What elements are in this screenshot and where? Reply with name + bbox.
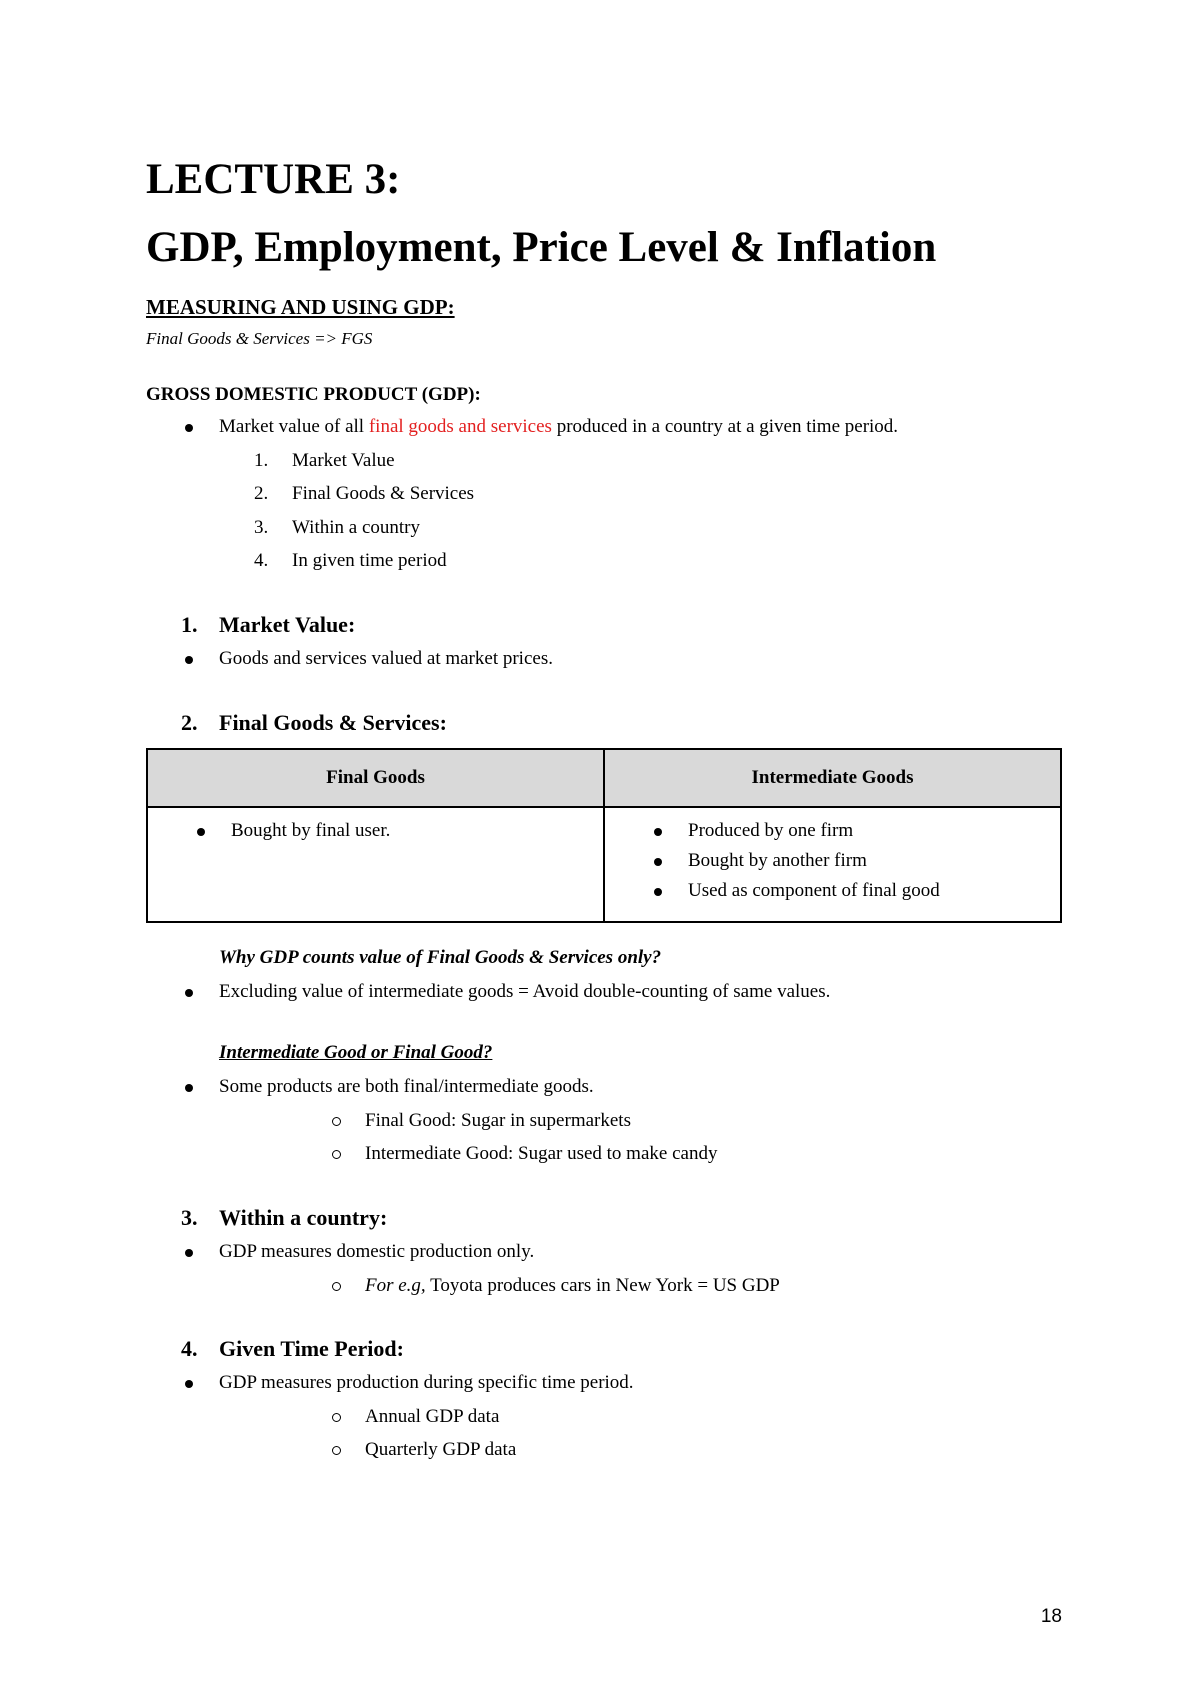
list-number: 1.	[254, 449, 269, 471]
list-item: Excluding value of intermediate goods = Avoid double-counting of same values.	[146, 975, 1061, 1009]
list-item: Goods and services valued at market prices.	[146, 642, 1061, 676]
heading-number: 1.	[181, 611, 198, 637]
list-item	[146, 544, 1061, 578]
heading-text: Within a country:	[219, 1204, 388, 1230]
gdp-heading: GROSS DOMESTIC PRODUCT (GDP):	[146, 384, 481, 405]
definition-text-start: Market value of all	[219, 416, 369, 437]
which-question: Intermediate Good or Final Good?	[219, 1042, 493, 1064]
section-title: MEASURING AND USING GDP:	[146, 295, 455, 319]
page-content	[146, 146, 1061, 1467]
why-list	[146, 975, 1061, 1009]
list-text: In given time period	[292, 550, 447, 572]
table-row	[147, 807, 1061, 922]
heading-text: Given Time Period:	[219, 1336, 404, 1362]
sub-list-item: Intermediate Good: Sugar used to make candy	[146, 1137, 1061, 1171]
header-intermediate-goods: Intermediate Goods	[604, 749, 1061, 807]
sub-list-item: Quarterly GDP data	[146, 1433, 1061, 1467]
why-question: Why GDP counts value of Final Goods & Services only?	[219, 946, 662, 968]
list-item: GDP measures domestic production only.	[146, 1235, 1061, 1269]
example-prefix: For e.g,	[365, 1274, 426, 1296]
list-text: Market Value	[292, 449, 395, 471]
market-value-list	[146, 642, 1061, 676]
list-number: 4.	[254, 550, 269, 572]
goods-comparison-table	[146, 748, 1062, 923]
gdp-definition	[146, 410, 1061, 444]
sub-list-item: Final Good: Sugar in supermarkets	[146, 1104, 1061, 1138]
which-list	[146, 1070, 1061, 1171]
list-text: Within a country	[292, 516, 420, 538]
list-text: Final Goods & Services	[292, 483, 475, 505]
market-value-heading	[146, 608, 1061, 642]
list-number: 2.	[254, 483, 269, 505]
time-period-heading	[146, 1332, 1061, 1366]
title-line-2: GDP, Employment, Price Level & Inflation	[146, 224, 937, 271]
page-number: 18	[1040, 1606, 1062, 1627]
example-text: Toyota produces cars in New York = US GDP	[425, 1274, 780, 1296]
heading-number: 2.	[181, 709, 198, 735]
definition-highlight: final goods and services	[368, 416, 552, 437]
sub-list-item	[146, 1269, 1061, 1303]
table-header-row	[147, 749, 1061, 807]
definition-text-end: produced in a country at a given time period.	[551, 416, 899, 437]
list-item: Produced by one firm	[606, 816, 1059, 846]
time-period-list	[146, 1366, 1061, 1467]
list-item: Bought by another firm	[606, 846, 1059, 876]
gdp-definition-list	[146, 410, 1061, 444]
heading-number: 4.	[181, 1336, 198, 1362]
heading-number: 3.	[181, 1204, 198, 1230]
list-item: Some products are both final/intermediate goods.	[146, 1070, 1061, 1104]
intermediate-goods-cell	[604, 807, 1061, 922]
sub-list-item: Annual GDP data	[146, 1400, 1061, 1434]
within-country-list	[146, 1235, 1061, 1302]
list-item: GDP measures production during specific time period.	[146, 1366, 1061, 1400]
list-item	[146, 444, 1061, 478]
list-number: 3.	[254, 516, 269, 538]
final-goods-cell	[147, 807, 604, 922]
list-item	[146, 477, 1061, 511]
lecture-title	[146, 146, 1061, 282]
list-item	[146, 511, 1061, 545]
header-final-goods: Final Goods	[147, 749, 604, 807]
heading-text: Final Goods & Services:	[219, 709, 447, 735]
abbreviation-note: Final Goods & Services => FGS	[146, 329, 373, 348]
final-goods-heading	[146, 706, 1061, 740]
heading-text: Market Value:	[219, 611, 356, 637]
list-item: Used as component of final good	[606, 876, 1059, 906]
list-item: Bought by final user.	[149, 816, 602, 846]
within-country-heading	[146, 1201, 1061, 1235]
gdp-components-list	[146, 444, 1061, 578]
title-line-1: LECTURE 3:	[146, 156, 401, 203]
